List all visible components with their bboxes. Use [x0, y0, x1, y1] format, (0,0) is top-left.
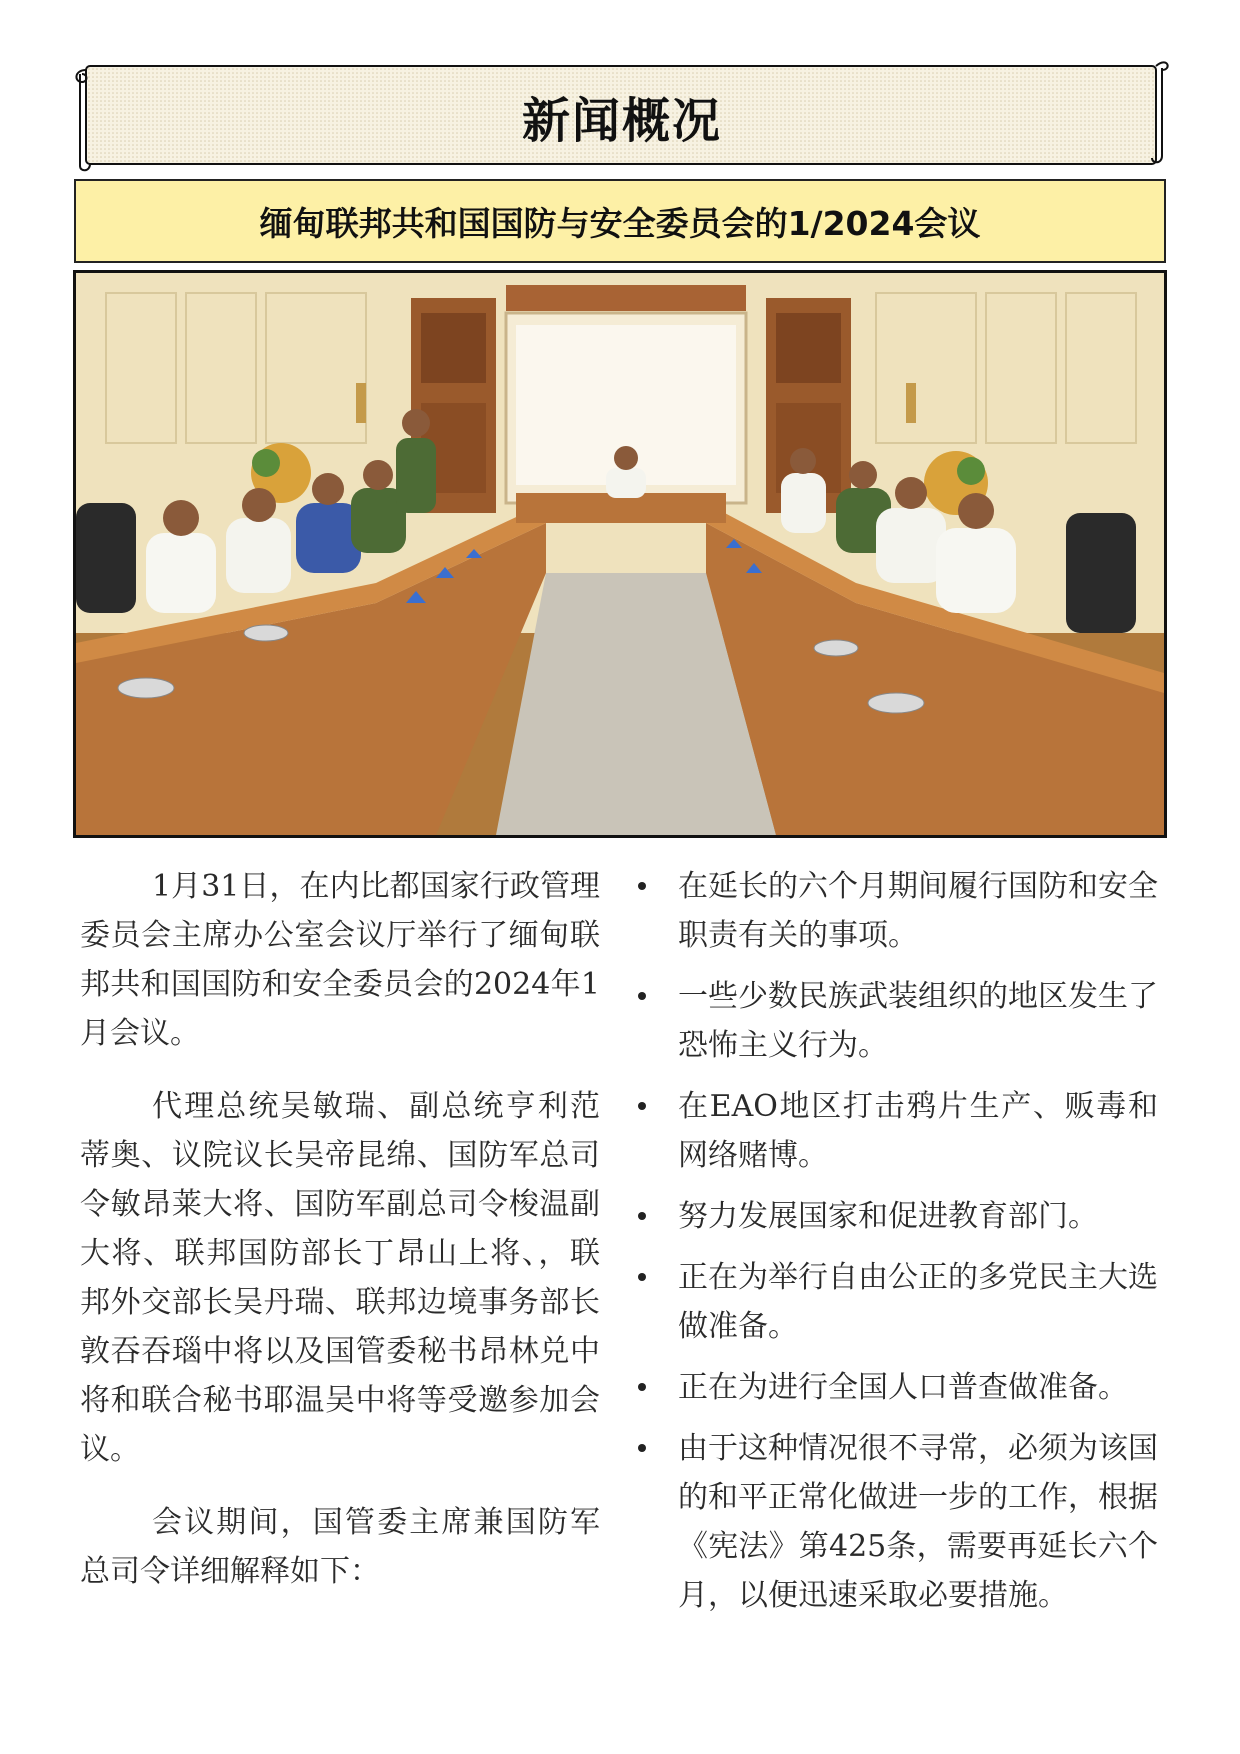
list-item	[638, 972, 1158, 1070]
bullet-icon	[638, 1444, 646, 1452]
list-item-text: 正在为进行全国人口普查做准备。	[678, 1370, 1128, 1405]
list-item-text: 由于这种情况很不寻常，必须为该国的和平正常化做进一步的工作，根据《宪法》第425条，需要再延长六个月，以便迅速采取必要措施。	[678, 1431, 1158, 1613]
list-item	[638, 1082, 1158, 1180]
paragraph: 代理总统吴敏瑞、副总统亨利范蒂奥、议院议长吴帝昆绵、国防军总司令敏昂莱大将、国防军副总司令梭温副大将、联邦国防部长丁昂山上将、，联邦外交部长吴丹瑞、联邦边境事务部长敦吞吞瑙中将以及国管委秘书昂林兑中将和联合秘书耶温吴中将等受邀参加会议。	[80, 1089, 600, 1467]
bullet-list	[638, 862, 1158, 1620]
bullet-icon	[638, 1383, 646, 1391]
list-item	[638, 1192, 1158, 1241]
list-item	[638, 1363, 1158, 1412]
headline-box	[74, 179, 1166, 263]
bullet-icon	[638, 1212, 646, 1220]
list-item-text: 正在为举行自由公正的多党民主大选做准备。	[678, 1260, 1158, 1344]
paragraph: 会议期间，国管委主席兼国防军总司令详细解释如下：	[80, 1505, 600, 1589]
list-item-text: 一些少数民族武装组织的地区发生了恐怖主义行为。	[678, 979, 1158, 1063]
meeting-photo	[73, 270, 1167, 838]
bullet-icon	[638, 1102, 646, 1110]
bullet-icon	[638, 1273, 646, 1281]
list-item	[638, 862, 1158, 960]
headline-title: 缅甸联邦共和国国防与安全委员会的1/2024会议	[259, 203, 981, 243]
list-item	[638, 1424, 1158, 1620]
list-item-text: 努力发展国家和促进教育部门。	[678, 1199, 1098, 1234]
section-banner	[72, 60, 1172, 172]
list-item-text: 在延长的六个月期间履行国防和安全职责有关的事项。	[678, 869, 1158, 953]
article-left-column	[80, 862, 600, 1620]
list-item-text: 在EAO地区打击鸦片生产、贩毒和网络赌博。	[678, 1089, 1158, 1173]
paragraph: 1月31日，在内比都国家行政管理委员会主席办公室会议厅举行了缅甸联邦共和国国防和安全委员会的2024年1月会议。	[80, 869, 600, 1051]
list-item	[638, 1253, 1158, 1351]
banner-title: 新闻概况	[521, 92, 722, 149]
bullet-icon	[638, 882, 646, 890]
article-right-column	[638, 862, 1158, 1632]
bullet-icon	[638, 992, 646, 1000]
meeting-photo-icon	[76, 273, 1164, 835]
